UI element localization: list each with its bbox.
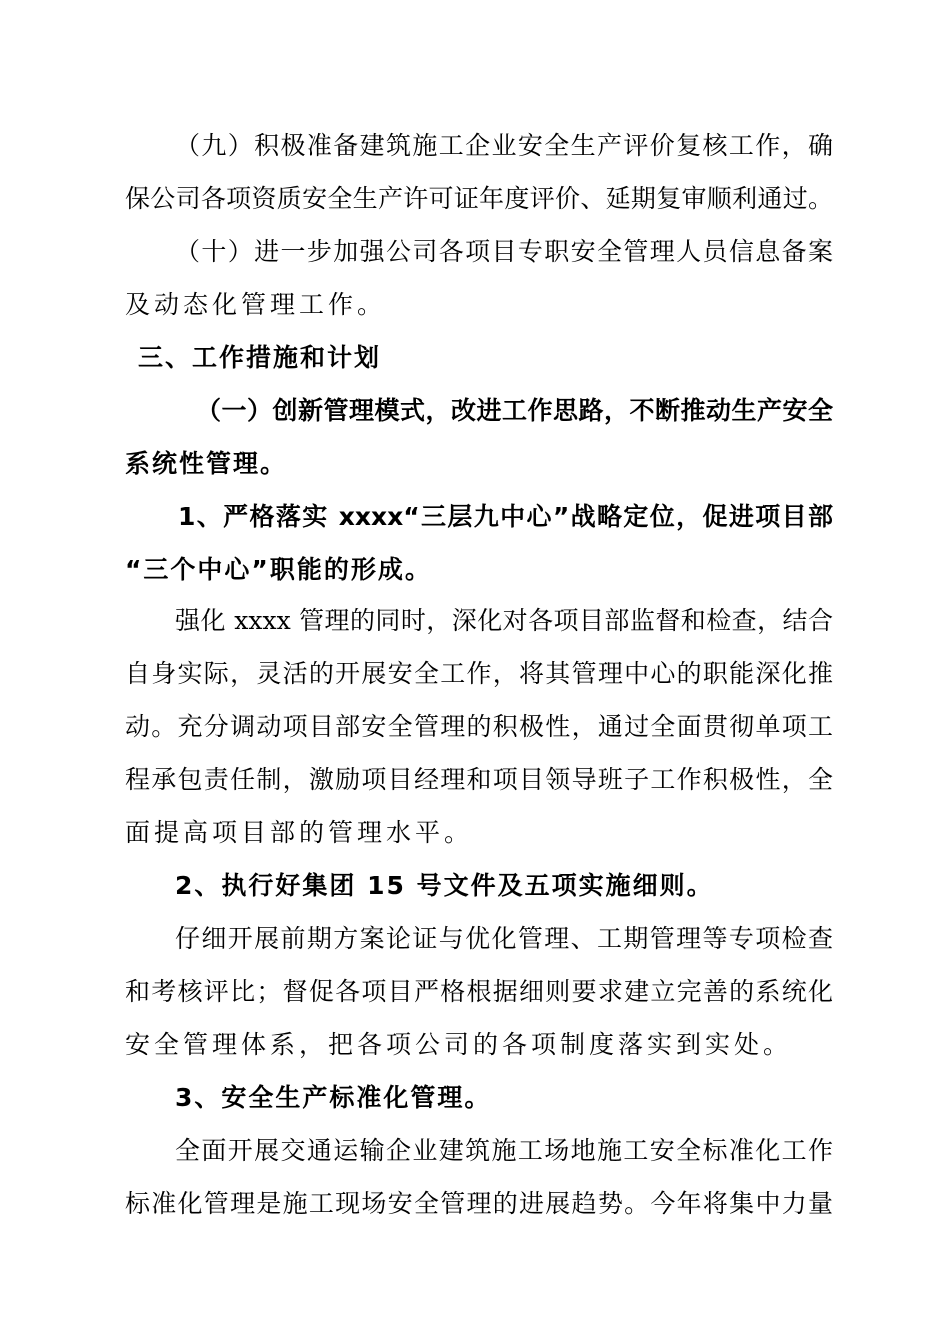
section-heading-3: 三、工作措施和计划: [138, 343, 382, 372]
item-1-heading-line-2: “三个中心”职能的形成。: [125, 555, 432, 584]
body-2-line-2: 和考核评比；督促各项目严格根据细则要求建立完善的系统化: [125, 977, 833, 1006]
paragraph-9-line-2: 保公司各项资质安全生产许可证年度评价、延期复审顺利通过。: [125, 184, 833, 213]
item-1-heading-line-1: 1、严格落实 xxxx“三层九中心”战略定位，促进项目部: [178, 502, 833, 531]
paragraph-10-line-1: （十）进一步加强公司各项目专职安全管理人员信息备案: [175, 237, 833, 266]
body-1-line-2: 自身实际，灵活的开展安全工作，将其管理中心的职能深化推: [125, 659, 833, 688]
body-2-line-3: 安全管理体系，把各项公司的各项制度落实到实处。: [125, 1030, 793, 1059]
body-1-line-3: 动。充分调动项目部安全管理的积极性，通过全面贯彻单项工: [125, 712, 833, 741]
item-2-heading: 2、执行好集团 15 号文件及五项实施细则。: [175, 871, 714, 900]
paragraph-10-line-2: 及动态化管理工作。: [125, 290, 387, 319]
body-3-line-2: 标准化管理是施工现场安全管理的进展趋势。今年将集中力量: [125, 1189, 833, 1218]
subheading-3-1-line-1: （一）创新管理模式，改进工作思路，不断推动生产安全: [196, 396, 833, 425]
body-2-line-1: 仔细开展前期方案论证与优化管理、工期管理等专项检查: [175, 924, 833, 953]
body-1-line-4: 程承包责任制，激励项目经理和项目领导班子工作积极性，全: [125, 765, 833, 794]
item-3-heading: 3、安全生产标准化管理。: [175, 1083, 492, 1112]
subheading-3-1-line-2: 系统性管理。: [125, 449, 288, 478]
body-1-line-1: 强化 xxxx 管理的同时，深化对各项目部监督和检查，结合: [175, 606, 833, 635]
paragraph-9-line-1: （九）积极准备建筑施工企业安全生产评价复核工作，确: [175, 131, 833, 160]
body-1-line-5: 面提高项目部的管理水平。: [125, 818, 474, 847]
body-3-line-1: 全面开展交通运输企业建筑施工场地施工安全标准化工作: [175, 1136, 833, 1165]
